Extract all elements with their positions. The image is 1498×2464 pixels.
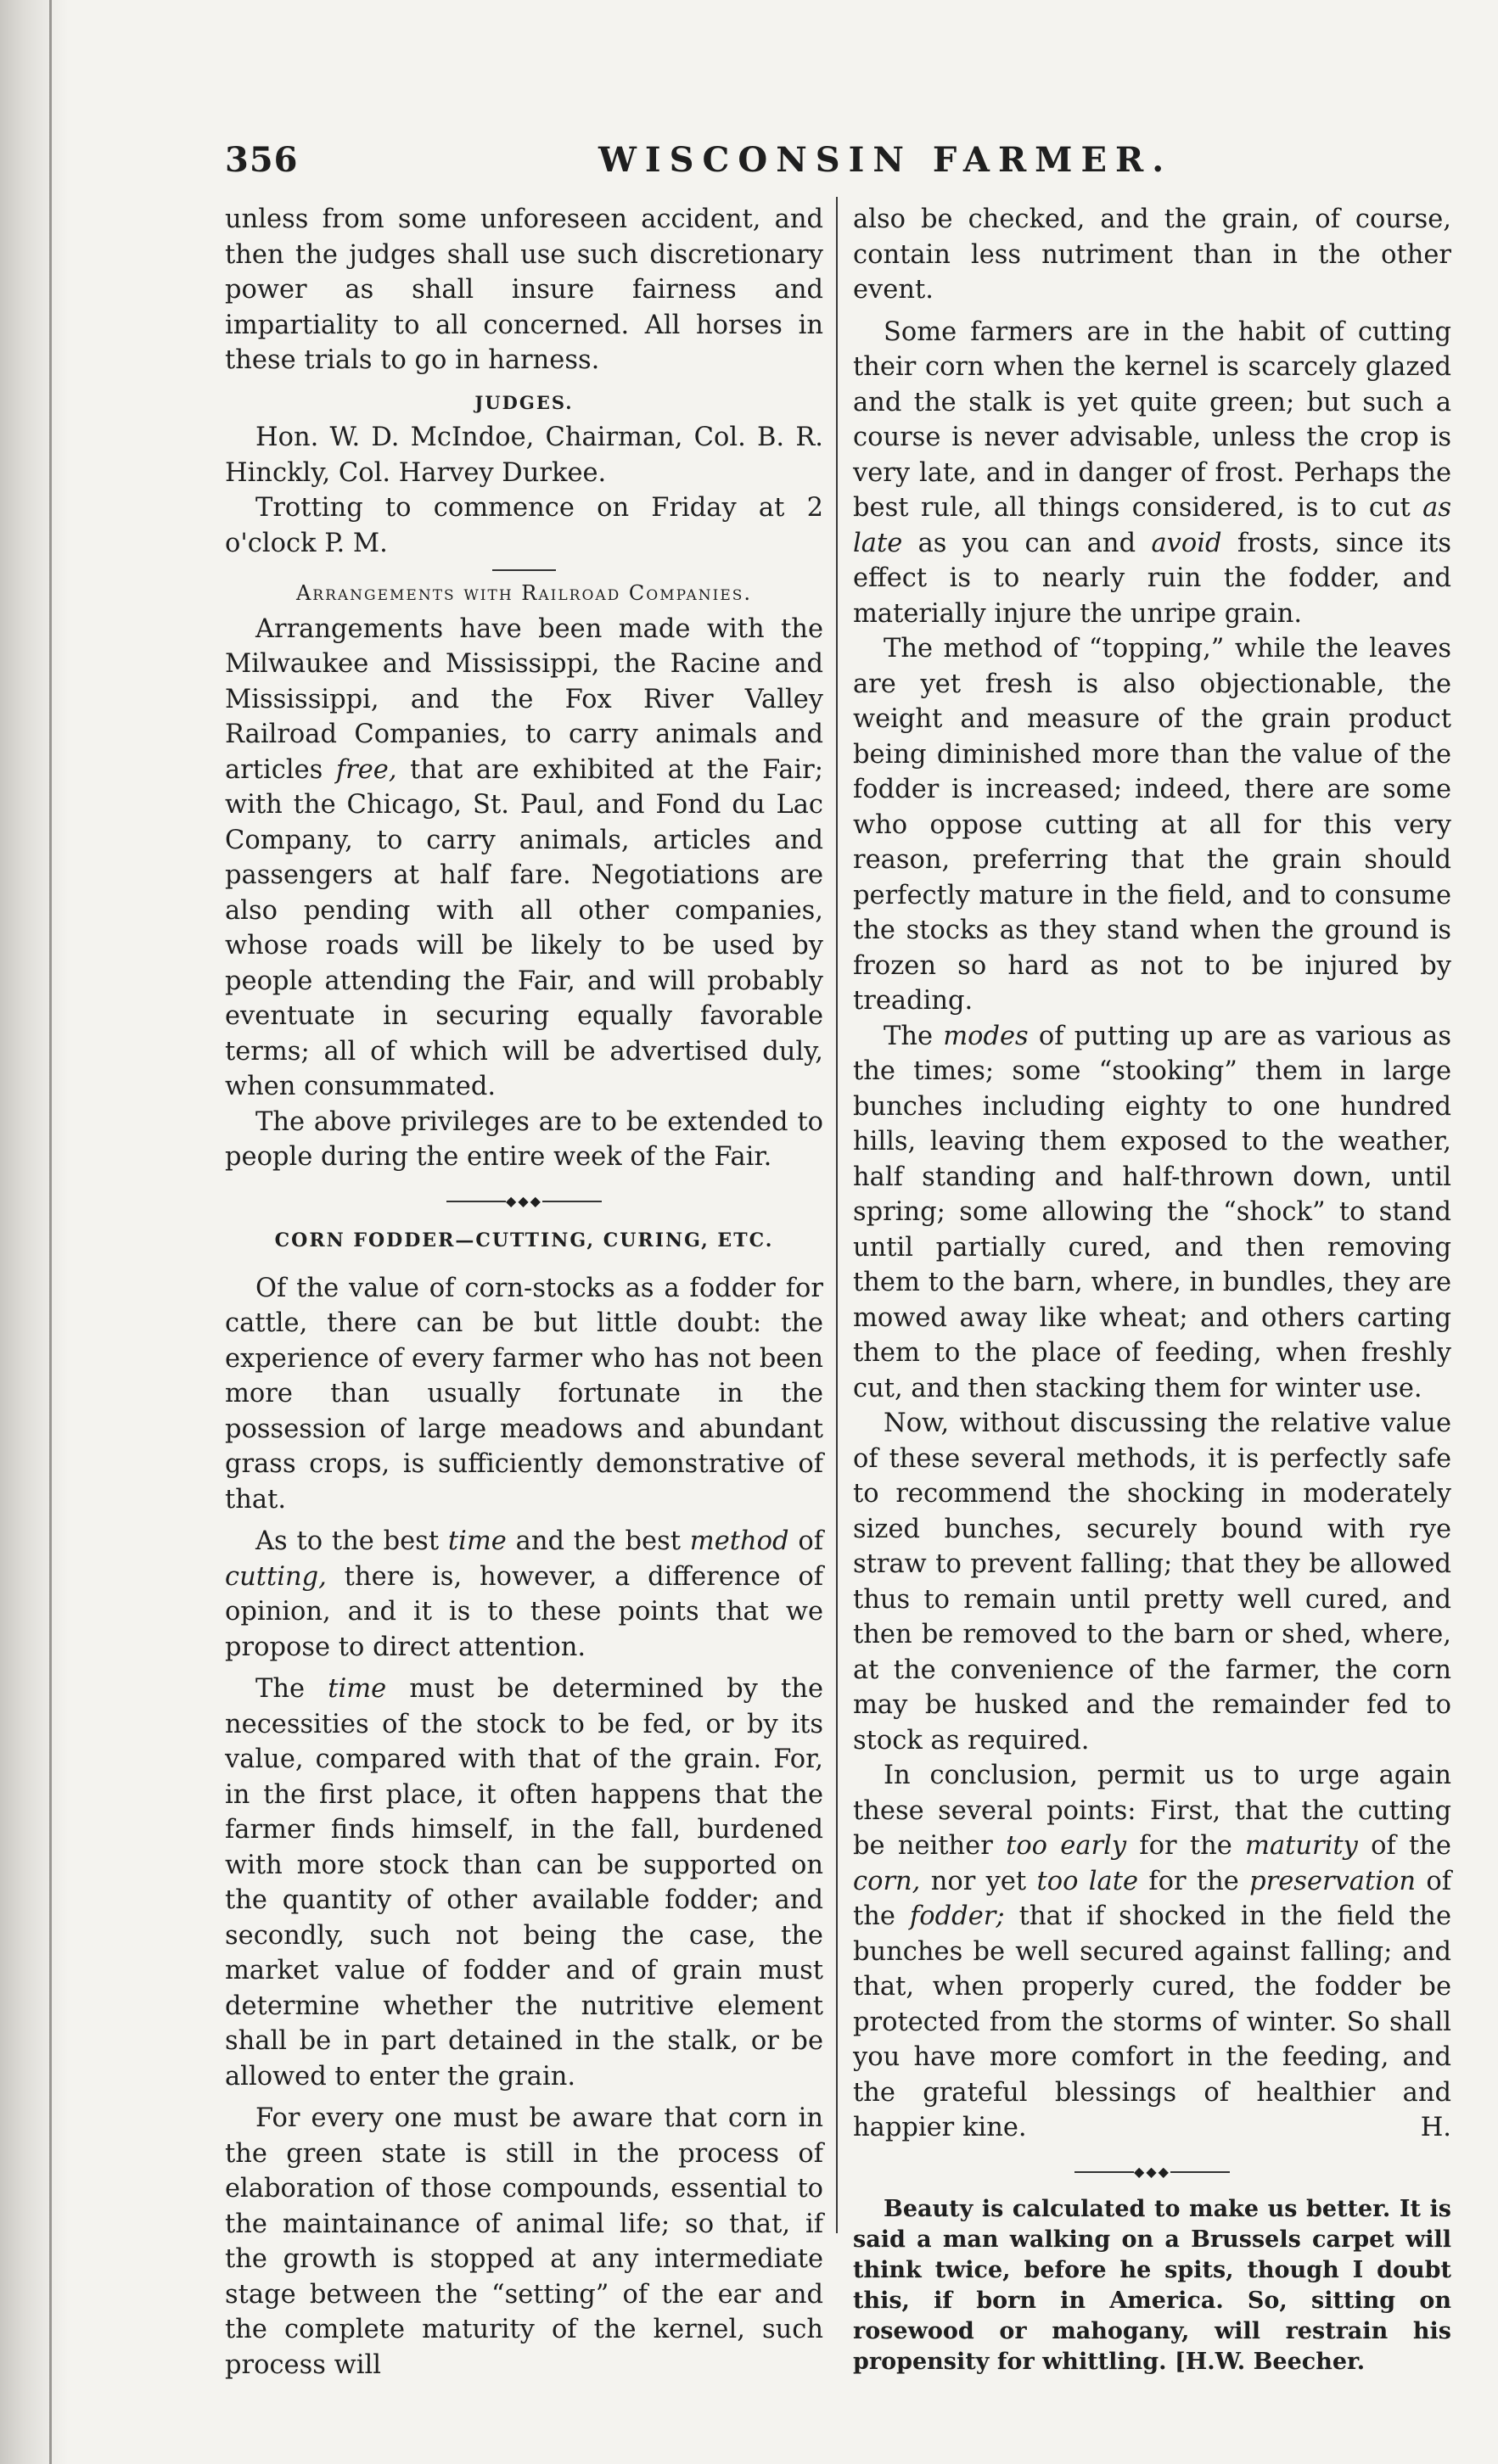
text-run: that are exhibited at the Fair; with the Chicago, St. Paul, and Fond du Lac Company, to carry animals, articles and passengers at half fare. Negotiations are also pending with all other companies, whose roads will be likely to be used by people attending the Fair, and will probably eventuate in securing equally favorable terms; all of which will be advertised duly, when consummated.	[225, 754, 823, 1101]
right-paragraph-6	[853, 1758, 1451, 2146]
text-run: as you can and	[902, 528, 1152, 558]
continued-paragraph: also be checked, and the grain, of course, contain less nutriment than in the other event.	[853, 204, 1451, 305]
right-paragraph-3: The method of “topping,” while the leaves are yet fresh is also objectionable, the weight and measure of the grain product being diminished more than the value of the fodder is increased; indeed, there are some who oppose cutting at all for this very reason, preferring that the grain should perfectly mature in the field, and to consume the stocks as they stand when the ground is frozen so hard as not to be injured by treading.	[853, 634, 1451, 1016]
right-paragraph-5: Now, without discussing the relative value of these several methods, it is perfectly safe to recommend the shocking in moderately sized bunches, securely bound with rye straw to prevent falling; that they be allowed thus to remain until pretty well cured, and then be removed to the barn or shed, where, at the convenience of the farmer, the corn may be husked and the remainder fed to stock as required.	[853, 1408, 1451, 1756]
quote-attribution: [H.W. Beecher.	[1174, 2349, 1366, 2375]
ornament-divider: ◆◆◆	[225, 1184, 823, 1219]
corn-paragraph-3	[225, 1672, 823, 2094]
railroad-heading: Arrangements with Railroad Companies.	[295, 581, 753, 605]
text-run: The	[255, 1674, 328, 1704]
italic-too-late: too late	[1036, 1866, 1138, 1896]
page-binding-edge	[0, 0, 68, 2464]
judges-heading: JUDGES.	[474, 391, 574, 413]
corn-paragraph-4: For every one must be aware that corn in the green state is still in the process of elaboration of those compounds, essential to the maintainance of animal life; so that, if the growth is stopped at any intermediate stage between the “setting” of the ear and the complete maturity of the kernel, such process will	[225, 2103, 823, 2380]
text-run: Arrangements have been made with the Milwaukee and Mississippi, the Racine and Mississippi, and the Fox River Valley Railroad Companies, to carry animals and articles	[225, 613, 823, 785]
corn-paragraph-1: Of the value of corn-stocks as a fodder for cattle, there can be but little doubt: the experience of every farmer who has not been more than usually fortunate in the possession of large meadows and abundant grass crops, is sufficiently demonstrative of that.	[225, 1273, 823, 1515]
text-run: nor yet	[920, 1866, 1037, 1896]
text-run: Some farmers are in the habit of cutting their corn when the kernel is scarcely glazed and the stalk is yet quite green; but such a course is never advisable, unless the crop is very late, and in danger of frost. Perhaps the best rule, all things considered, is to cut	[853, 316, 1451, 523]
judges-list: Hon. W. D. McIndoe, Chairman, Col. B. R. Hinckly, Col. Harvey Durkee.	[225, 423, 823, 488]
italic-maturity: maturity	[1245, 1831, 1358, 1861]
italic-avoid: avoid	[1151, 528, 1222, 558]
quote-text: Beauty is calculated to make us better. It is said a man walking on a Brussels carpet will think twice, before he spits, though I doubt this, if born in America. So, sitting on rosewood or mahogany, will restrain his propensity for whittling.	[853, 2196, 1451, 2375]
italic-modes: modes	[943, 1021, 1029, 1051]
divider-rule	[492, 569, 556, 571]
italic-corn: corn,	[853, 1866, 921, 1896]
page-number: 356	[225, 140, 299, 180]
italic-fodder: fodder;	[910, 1901, 1005, 1931]
right-paragraph-4	[853, 1019, 1451, 1407]
italic-preservation: preservation	[1249, 1866, 1417, 1896]
railroad-privileges: The above privileges are to be extended to people during the entire week of the Fair.	[225, 1106, 823, 1172]
text-run: that if shocked in the field the bunches be well secured against falling; and that, when properly cured, the fodder be protected from the storms of winter. So shall you have more comfort in the feeding, and the grateful blessings of healthier and happier kine.	[853, 1901, 1452, 2142]
paragraph-judges-rule: unless from some unforeseen accident, and then the judges shall use such discretionary power as shall insure fairness and impartiality to all concerned. All horses in these trials to go in harness.	[225, 204, 823, 375]
railroad-paragraph	[225, 612, 823, 1105]
italic-time: time	[328, 1674, 387, 1704]
page-header	[225, 140, 1434, 191]
text-run: The	[884, 1021, 944, 1051]
text-run: of putting up are as various as the times; some “stooking” them in large bunches including eighty to one hundred hills, leaving them exposed to the weather, half standing and half-thrown down, until spring; some allowing the “shock” to stand until partially cured, and then removing them to the barn, where, in bundles, they are mowed away like wheat; and others carting them to the place of feeding, when freshly cut, and then stacking them for winter use.	[853, 1021, 1451, 1403]
ornament-divider: ◆◆◆	[853, 2154, 1451, 2190]
running-head: WISCONSIN FARMER.	[598, 140, 1173, 180]
trotting-notice: Trotting to commence on Friday at 2 o'clock P. M.	[225, 493, 823, 558]
italic-free: free,	[335, 754, 397, 785]
text-run: for the	[1138, 1866, 1250, 1896]
text-run: for the	[1126, 1831, 1246, 1861]
text-run: frosts, since its effect is to nearly ruin the fodder, and materially injure the unripe grain.	[853, 528, 1451, 629]
text-run: In conclusion, permit us to urge again these several points: First, that the cutting be neither	[853, 1761, 1451, 1861]
italic-time: time	[447, 1526, 507, 1556]
column-divider	[836, 197, 838, 2233]
italic-cutting: cutting,	[225, 1561, 327, 1592]
signature: H.	[1420, 2113, 1451, 2142]
left-column	[225, 202, 823, 2383]
text-run: there is, however, a difference of opinion, and it is to these points that we propose to direct attention.	[225, 1561, 823, 1662]
beauty-quote	[853, 2194, 1451, 2377]
italic-too-early: too early	[1006, 1831, 1127, 1861]
italic-method: method	[689, 1526, 789, 1556]
text-run: of	[788, 1526, 823, 1556]
corn-fodder-heading: CORN FODDER—CUTTING, CURING, ETC.	[274, 1229, 774, 1252]
right-paragraph-2	[853, 315, 1451, 632]
text-run: and the best	[506, 1526, 690, 1556]
text-run: As to the best	[255, 1526, 448, 1556]
text-run: of the	[1357, 1831, 1451, 1861]
text-run: must be determined by the necessities of the stock to be fed, or by its value, compared with that of the grain. For, in the first place, it often happens that the farmer finds himself, in the fall, burdened with more stock than can be supported on the quantity of other available fodder; and secondly, such not being the case, the market value of fodder and of grain must determine whether the nutritive element shall be in part detained in the stalk, or be allowed to enter the grain.	[225, 1674, 823, 2092]
right-column	[853, 202, 1451, 2377]
corn-paragraph-2	[225, 1524, 823, 1665]
binding-line	[49, 0, 52, 2464]
italic-as-late: as late	[853, 493, 1451, 558]
text-run: of the	[853, 1866, 1451, 1931]
